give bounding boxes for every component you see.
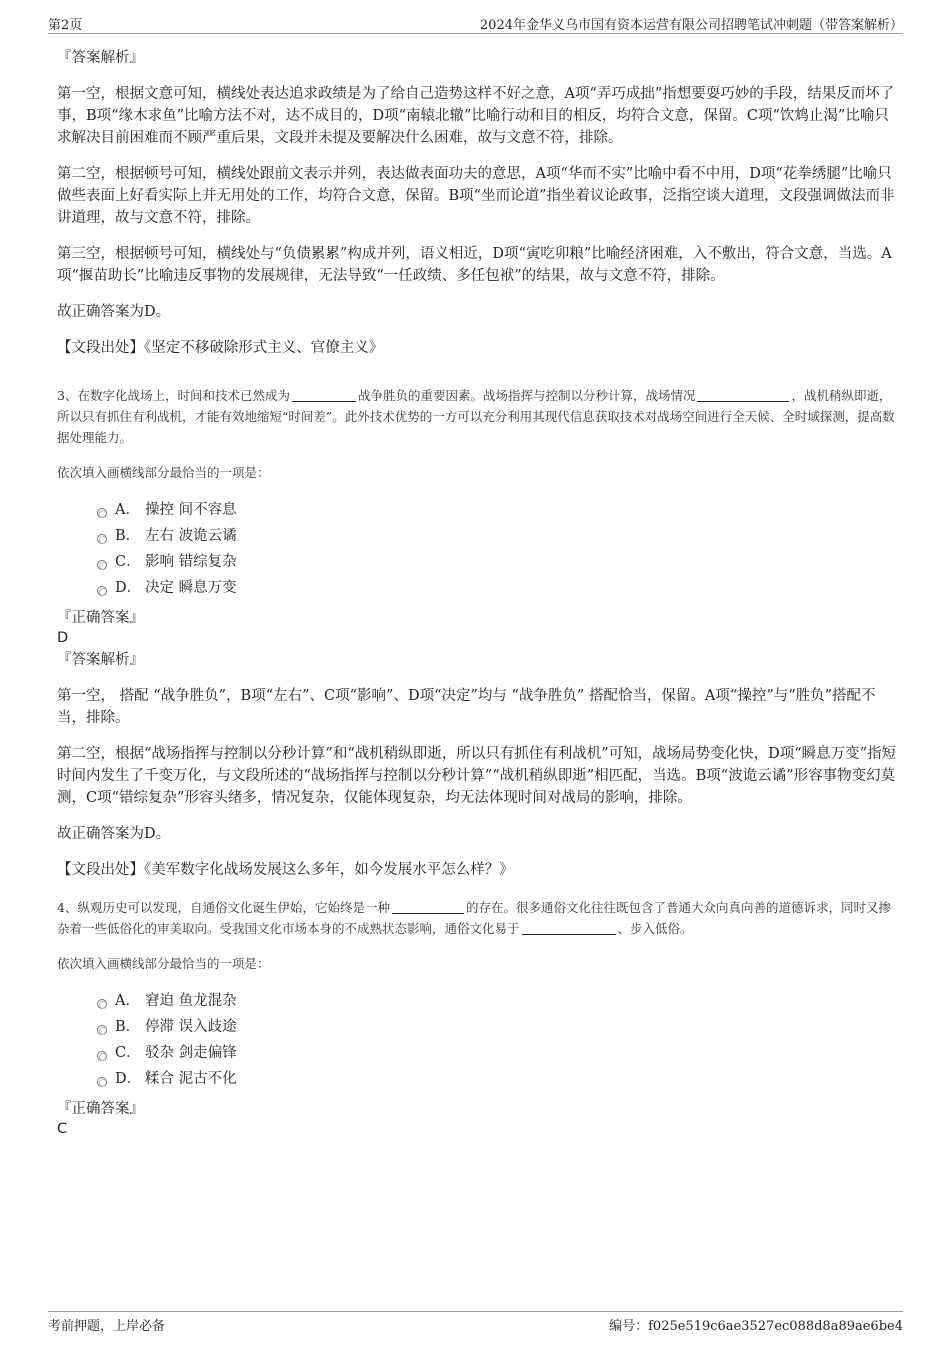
analysis-paragraph: 第一空， 搭配 “战争胜负”，B项“左右”、C项“影响”、D项“决定”均与 “战争胜负” 搭配恰当，保留。A项“操控”与“胜负”搭配不当，排除。: [57, 688, 876, 726]
document-title: 2024年金华义乌市国有资本运营有限公司招聘笔试冲刺题（带答案解析）: [479, 18, 903, 33]
analysis-paragraph: 第一空，根据文意可知，横线处表达追求政绩是为了给自己造势这样不好之意，A项“弄巧成拙”指想要耍巧妙的手段，结果反而坏了事，B项“缘木求鱼”比喻方法不对，达不成目的，D项“南辕北辙”比喻行动和目的相反，均符合文意，保留。C项“饮鸩止渴”比喻只求解决目前困难而不顾严重后果，文段并未提及要解决什么困难，故与文意不符，排除。: [57, 86, 895, 146]
radio-icon[interactable]: [97, 1025, 107, 1035]
blank-line: [697, 388, 789, 402]
option-b[interactable]: B． 左右 波诡云谲: [97, 523, 899, 549]
option-c[interactable]: C． 驳杂 剑走偏锋: [97, 1040, 899, 1066]
question-3-options: [97, 497, 899, 601]
page-header: [48, 14, 903, 34]
source-citation: 【文段出处】《美军数字化战场发展这么多年，如今发展水平怎么样？》: [57, 862, 514, 878]
main-content: [57, 47, 899, 1138]
correct-answer-label: 『正确答案』: [57, 1101, 144, 1117]
analysis-label: 『答案解析』: [57, 652, 144, 668]
document-code: 编号：f025e519c6ae3527ec088d8a89ae6be4: [609, 1319, 903, 1334]
analysis-label: 『答案解析』: [57, 50, 144, 66]
analysis-paragraph: 第二空，根据顿号可知，横线处跟前文表示并列，表达做表面功夫的意思，A项“华而不实”比喻中看不中用，D项“花拳绣腿”比喻只做些表面上好看实际上并无用处的工作，均符合文意，保留。B项“坐而论道”指坐着议论政事，泛指空谈大道理，文段强调做法而非讲道理，故与文意不符，排除。: [57, 166, 895, 226]
option-a[interactable]: A． 窘迫 鱼龙混杂: [97, 988, 899, 1014]
radio-icon[interactable]: [97, 999, 107, 1009]
blank-line: [292, 388, 356, 402]
question-3-stem: 3、在数字化战场上，时间和技术已然成为 战争胜负的重要因素。战场指挥与控制以分秒计算，战场情况 ，战机稍纵即逝，所以只有抓住有利战机，才能有效地缩短“时间差”。此外技术优势的一方可以充分利用其现代信息获取技术对战场空间进行全天候、全时域探测，提高数据处理能力。: [57, 388, 895, 445]
option-d[interactable]: D． 决定 瞬息万变: [97, 575, 899, 601]
option-d[interactable]: D． 糅合 泥古不化: [97, 1066, 899, 1092]
radio-icon[interactable]: [97, 508, 107, 518]
question-prompt: 依次填入画横线部分最恰当的一项是：: [57, 956, 270, 971]
radio-icon[interactable]: [97, 1077, 107, 1087]
correct-answer: D: [57, 630, 69, 646]
analysis-paragraph: 第二空，根据“战场指挥与控制以分秒计算”和“战机稍纵即逝，所以只有抓住有利战机”可知，战场局势变化快，D项“瞬息万变”指短时间内发生了千变万化，与文段所述的“战场指挥与控制以分秒计算”“战机稍纵即逝”相匹配，当选。B项“波诡云谲”形容事物变幻莫测，C项“错综复杂”形容头绪多，情况复杂，仅能体现复杂，均无法体现时间对战局的影响，排除。: [57, 746, 897, 806]
question-prompt: 依次填入画横线部分最恰当的一项是：: [57, 465, 270, 480]
footer-slogan: 考前押题，上岸必备: [48, 1319, 166, 1334]
correct-answer-label: 『正确答案』: [57, 610, 144, 626]
conclusion: 故正确答案为D。: [57, 304, 171, 320]
option-c[interactable]: C． 影响 错综复杂: [97, 549, 899, 575]
blank-line: [522, 921, 616, 935]
question-4-options: [97, 988, 899, 1092]
radio-icon[interactable]: [97, 534, 107, 544]
correct-answer: C: [57, 1121, 68, 1137]
page-number: 第2页: [48, 18, 83, 33]
question-4-stem: 4、纵观历史可以发现，自通俗文化诞生伊始，它始终是一种 的存在。很多通俗文化往往既包含了普通大众向真向善的道德诉求，同时又掺杂着一些低俗化的审美取向。受我国文化市场本身的不成熟状态影响，通俗文化易于 、步入低俗。: [57, 900, 891, 936]
blank-line: [392, 900, 464, 914]
conclusion: 故正确答案为D。: [57, 826, 171, 842]
radio-icon[interactable]: [97, 586, 107, 596]
radio-icon[interactable]: [97, 560, 107, 570]
analysis-paragraph: 第三空，根据顿号可知，横线处与“负债累累”构成并列，语义相近，D项“寅吃卯粮”比喻经济困难，入不敷出，符合文意，当选。A项“揠苗助长”比喻违反事物的发展规律，无法导致“一任政绩、多任包袱”的结果，故与文意不符，排除。: [57, 246, 892, 284]
option-a[interactable]: A． 操控 间不容息: [97, 497, 899, 523]
page-footer: [48, 1311, 903, 1333]
radio-icon[interactable]: [97, 1051, 107, 1061]
option-b[interactable]: B． 停滞 误入歧途: [97, 1014, 899, 1040]
source-citation: 【文段出处】《坚定不移破除形式主义、官僚主义》: [57, 340, 384, 356]
